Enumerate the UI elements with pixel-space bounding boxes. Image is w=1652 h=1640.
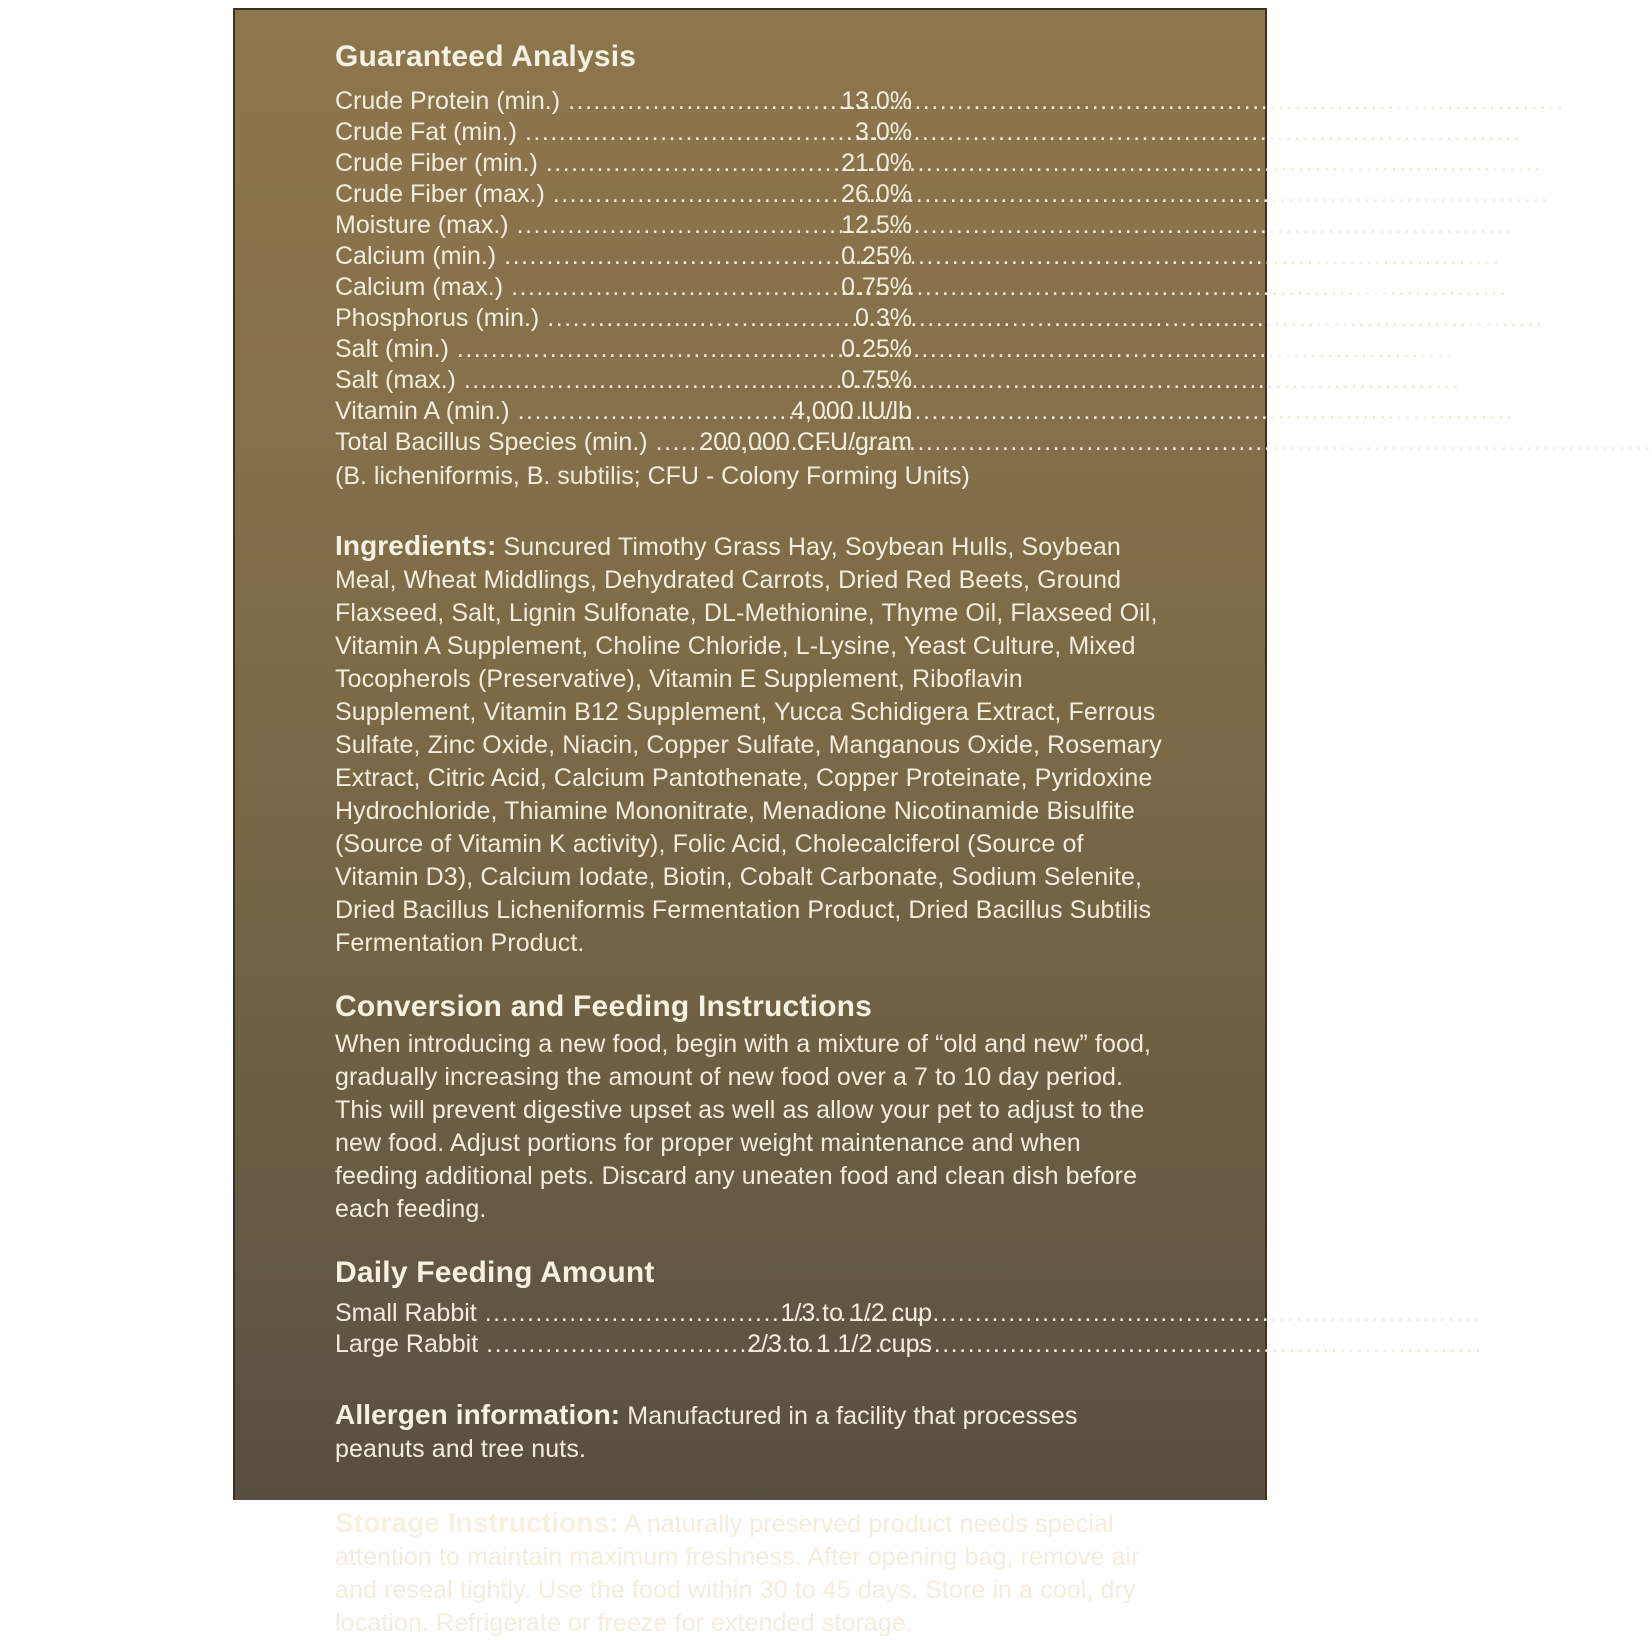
dot-leader xyxy=(504,241,833,272)
table-row xyxy=(335,1329,932,1360)
nutrient-value: 4,000 IU/lb xyxy=(791,397,912,425)
storage-paragraph xyxy=(335,1506,1170,1640)
dot-leader xyxy=(485,1298,773,1329)
dot-leader xyxy=(511,272,833,303)
dot-leader xyxy=(464,365,833,396)
nutrient-value: 26.0% xyxy=(841,180,912,208)
nutrient-name: Moisture (max.) xyxy=(335,211,509,239)
table-row xyxy=(335,427,912,458)
nutrient-name: Vitamin A (min.) xyxy=(335,397,510,425)
nutrient-name: Total Bacillus Species (min.) xyxy=(335,428,648,456)
nutrient-value: 12.5% xyxy=(841,211,912,239)
ingredients-section xyxy=(335,529,1170,960)
table-row xyxy=(335,86,912,117)
nutrient-name: Crude Fat (min.) xyxy=(335,118,517,146)
nutrient-name: Salt (max.) xyxy=(335,366,456,394)
nutrition-label-panel xyxy=(233,8,1267,1637)
nutrient-name: Phosphorus (min.) xyxy=(335,304,540,332)
nutrient-name: Calcium (min.) xyxy=(335,242,497,270)
nutrient-name: Crude Protein (min.) xyxy=(335,87,561,115)
nutrient-value: 0.75% xyxy=(841,273,912,301)
ingredients-paragraph xyxy=(335,529,1170,960)
table-row xyxy=(335,117,912,148)
storage-text: A naturally preserved product needs special attention to maintain maximum freshness. After opening bag, remove air and reseal tightly. Use the food within 30 to 45 days. Store in a cool, dry location. Refrigerate or freeze for extended storage. xyxy=(335,1510,1140,1637)
conversion-title: Conversion and Feeding Instructions xyxy=(335,990,873,1023)
feeding-name: Large Rabbit xyxy=(335,1330,479,1358)
conversion-text: When introducing a new food, begin with a mixture of “old and new” food, gradually increasing the amount of new food over a 7 to 10 day period. This will prevent digestive upset as well as allow your pet to adjust to the new food. Adjust portions for proper weight maintenance and when feeding additional pets. Discard any uneaten food and clean dish before each feeding. xyxy=(335,1030,1152,1223)
table-row xyxy=(335,272,912,303)
table-row xyxy=(335,365,912,396)
nutrient-value: 3.0% xyxy=(855,118,912,146)
guaranteed-analysis-title: Guaranteed Analysis xyxy=(335,40,637,73)
feeding-value: 1/3 to 1/2 cup xyxy=(780,1299,932,1327)
guaranteed-analysis-section xyxy=(335,40,1170,493)
nutrient-value: 0.25% xyxy=(841,242,912,270)
bacillus-footnote: (B. licheniformis, B. subtilis; CFU - Colony Forming Units) xyxy=(335,462,970,490)
dot-leader xyxy=(547,303,847,334)
dot-leader xyxy=(546,148,833,179)
guaranteed-analysis-table xyxy=(335,86,912,458)
table-row xyxy=(335,241,912,272)
table-row xyxy=(335,148,912,179)
ingredients-text: Suncured Timothy Grass Hay, Soybean Hulls, Soybean Meal, Wheat Middlings, Dehydrated Carrots, Dried Red Beets, Ground Flaxseed, Salt, Lignin Sulfonate, DL-Methionine, Thyme Oil, Flaxseed Oil, Vitamin A Supplement, Choline Chloride, L-Lysine, Yeast Culture, Mixed Tocopherols (Preservative), Vitamin E Supplement, Riboflavin Supplement, Vitamin B12 Supplement, Yucca Schidigera Extract, Ferrous Sulfate, Zinc Oxide, Niacin, Copper Sulfate, Manganous Oxide, Rosemary Extract, Citric Acid, Calcium Pantothenate, Copper Proteinate, Pyridoxine Hydrochloride, Thiamine Mononitrate, Menadione Nicotinamide Bisulfite (Source of Vitamin K activity), Folic Acid, Cholecalciferol (Source of Vitamin D3), Calcium Iodate, Biotin, Cobalt Carbonate, Sodium Selenite, Dried Bacillus Licheniformis Fermentation Product, Dried Bacillus Subtilis Fermentation Product. xyxy=(335,533,1162,957)
table-row xyxy=(335,1298,932,1329)
dot-leader xyxy=(518,396,783,427)
nutrient-value: 0.75% xyxy=(841,366,912,394)
nutrient-value: 200,000 CFU/gram xyxy=(699,428,912,456)
dot-leader xyxy=(553,179,833,210)
dot-leader xyxy=(457,334,833,365)
nutrient-value: 21.0% xyxy=(841,149,912,177)
table-row xyxy=(335,210,912,241)
nutrient-name: Crude Fiber (max.) xyxy=(335,180,545,208)
nutrient-value: 0.3% xyxy=(855,304,912,332)
nutrient-value: 0.25% xyxy=(841,335,912,363)
table-row xyxy=(335,396,912,427)
daily-feeding-title: Daily Feeding Amount xyxy=(335,1256,655,1289)
dot-leader xyxy=(656,427,692,458)
dot-leader xyxy=(486,1329,739,1360)
storage-title: Storage Instructions: xyxy=(335,1507,619,1538)
allergen-text: Manufactured in a facility that processes peanuts and tree nuts. xyxy=(335,1402,1078,1463)
ingredients-title: Ingredients: xyxy=(335,530,497,561)
daily-feeding-table xyxy=(335,1298,932,1360)
table-row xyxy=(335,334,912,365)
daily-feeding-section xyxy=(335,1256,1170,1360)
conversion-section xyxy=(335,990,1170,1226)
nutrient-name: Salt (min.) xyxy=(335,335,449,363)
feeding-value: 2/3 to 1 1/2 cups xyxy=(747,1330,932,1358)
table-row xyxy=(335,303,912,334)
allergen-section xyxy=(335,1398,1170,1466)
allergen-paragraph xyxy=(335,1398,1170,1466)
dot-leader xyxy=(568,86,833,117)
allergen-title: Allergen information: xyxy=(335,1399,621,1430)
dot-leader xyxy=(517,210,833,241)
dot-leader xyxy=(525,117,847,148)
nutrient-value: 13.0% xyxy=(841,87,912,115)
table-row xyxy=(335,179,912,210)
nutrient-name: Calcium (max.) xyxy=(335,273,504,301)
nutrient-name: Crude Fiber (min.) xyxy=(335,149,538,177)
storage-section xyxy=(335,1506,1170,1640)
feeding-name: Small Rabbit xyxy=(335,1299,477,1327)
